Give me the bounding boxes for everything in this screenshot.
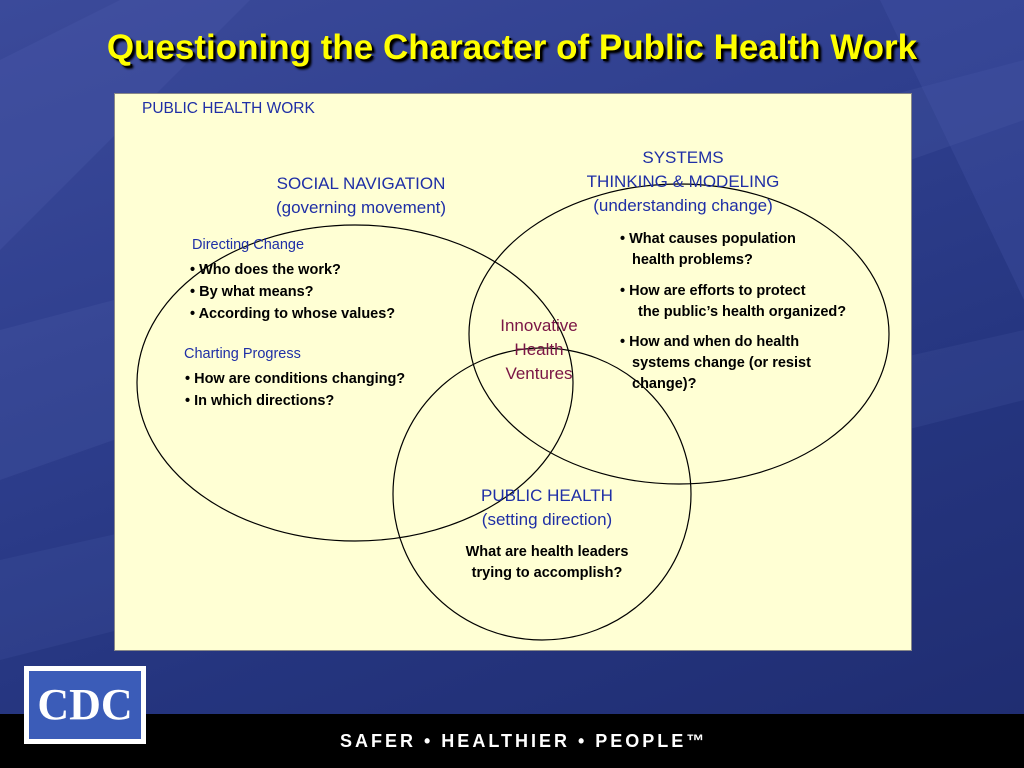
panel-label: PUBLIC HEALTH WORK [142, 100, 315, 117]
question-line2: trying to accomplish? [471, 565, 623, 581]
list-item-continued: health problems? [632, 252, 753, 268]
charting-progress-title: Charting Progress [184, 346, 301, 362]
public-health-heading-line1: PUBLIC HEALTH [481, 486, 613, 505]
systems-heading-line1: SYSTEMS [642, 148, 724, 167]
systems-thinking-heading [553, 146, 813, 218]
list-item-continued: change)? [632, 376, 697, 392]
list-item: • How and when do health [620, 334, 800, 350]
cdc-logo [24, 666, 146, 744]
question-line1: What are health leaders [465, 544, 629, 560]
systems-item-3 [620, 332, 811, 395]
systems-item-2 [620, 281, 846, 323]
systems-heading-line3: (understanding change) [593, 196, 773, 215]
list-item: • Who does the work? [190, 262, 341, 278]
center-line2: Health [514, 340, 564, 359]
list-item: • By what means? [190, 284, 314, 300]
list-item: • How are efforts to protect [620, 283, 806, 299]
center-line3: Ventures [505, 364, 573, 383]
directing-change-title: Directing Change [192, 237, 305, 253]
systems-item-1 [620, 229, 796, 271]
public-health-heading [427, 484, 667, 532]
social-heading-line2: (governing movement) [275, 198, 447, 217]
diagram-panel [114, 93, 912, 651]
list-item-continued: the public’s health organized? [638, 304, 847, 320]
cdc-logo-text: CDC [29, 671, 141, 739]
center-line1: Innovative [500, 316, 578, 335]
directing-change-list [190, 259, 395, 325]
innovative-health-ventures [479, 314, 599, 386]
list-item: • According to whose values? [190, 306, 396, 322]
list-item: • How are conditions changing? [185, 371, 406, 387]
social-navigation-heading [241, 172, 481, 220]
list-item-continued: systems change (or resist [632, 355, 811, 371]
footer-tagline: SAFER • HEALTHIER • PEOPLE™ [340, 731, 708, 751]
list-item: • What causes population [620, 231, 796, 247]
public-health-question [427, 542, 667, 584]
systems-heading-line2: THINKING & MODELING [586, 172, 780, 191]
charting-progress-list [185, 368, 405, 412]
slide-title: Questioning the Character of Public Health Work [106, 28, 918, 67]
list-item: • In which directions? [185, 393, 335, 409]
social-heading-line1: SOCIAL NAVIGATION [276, 174, 446, 193]
public-health-heading-line2: (setting direction) [481, 510, 613, 529]
